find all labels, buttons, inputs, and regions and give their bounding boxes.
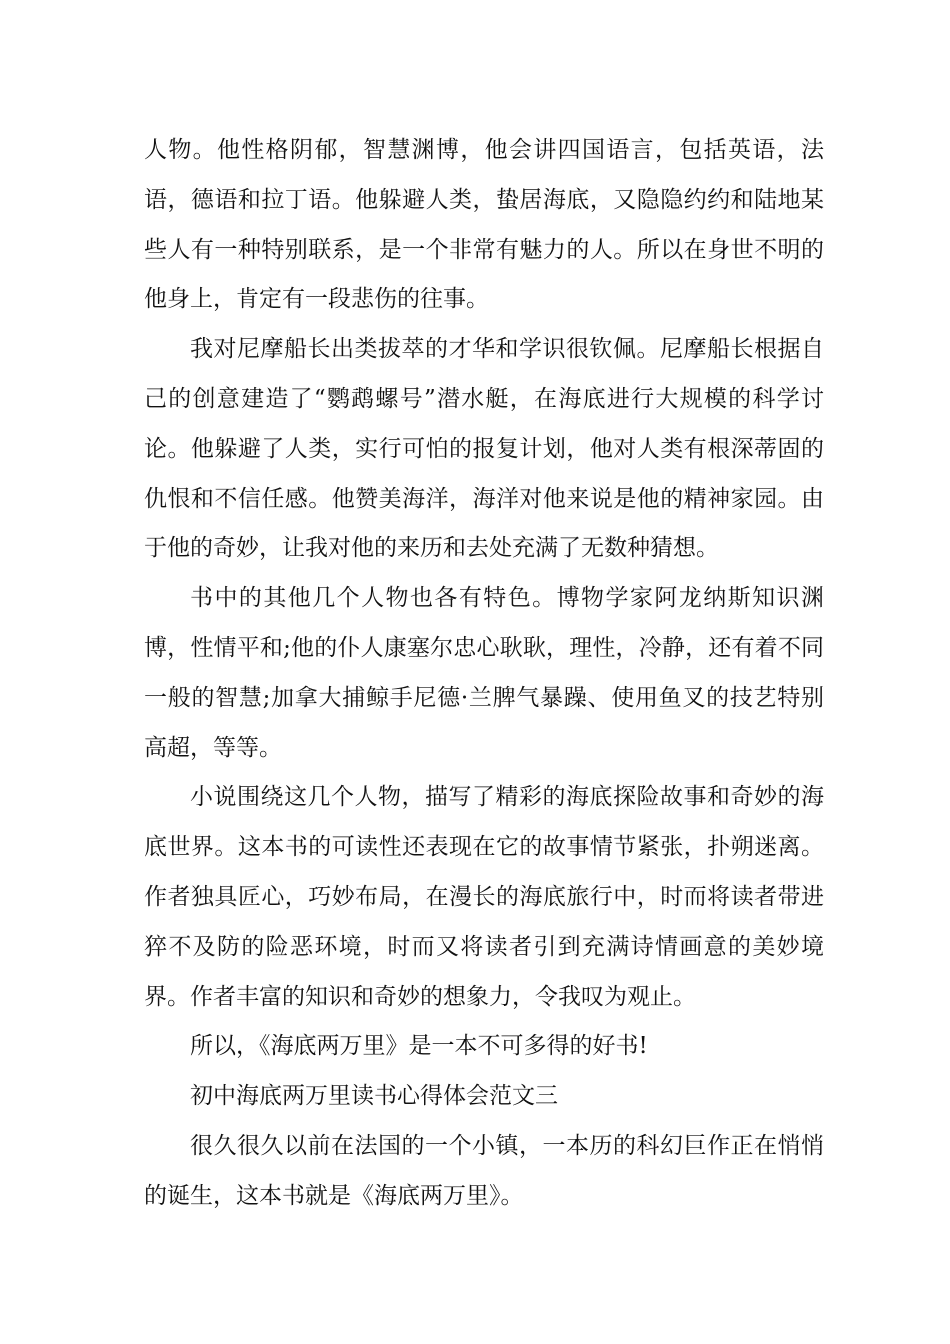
- paragraph-captain-nemo: 我对尼摩船长出类拔萃的才华和学识很钦佩。尼摩船长根据自己的创意建造了“鹦鹉螺号”潜水艇，在海底进行大规模的科学讨论。他躲避了人类，实行可怕的报复计划，他对人类有根深蒂固的仇恨和不信任感。他赞美海洋，海洋对他来说是他的精神家园。由于他的奇妙，让我对他的来历和去处充满了无数种猜想。: [144, 336, 824, 562]
- section-heading: 初中海底两万里读书心得体会范文三: [190, 1083, 558, 1110]
- paragraph-intro-three: 很久很久以前在法国的一个小镇，一本历的科幻巨作正在悄悄的诞生，这本书就是《海底两万里》。: [144, 1132, 824, 1209]
- paragraph-conclusion: 所以，《海底两万里》是一本不可多得的好书!: [190, 1033, 648, 1060]
- paragraph-continuation: 人物。他性格阴郁，智慧渊博，他会讲四国语言，包括英语，法语，德语和拉丁语。他躲避人类，蛰居海底，又隐隐约约和陆地某些人有一种特别联系，是一个非常有魅力的人。所以在身世不明的他身上，肯定有一段悲伤的往事。: [144, 137, 824, 313]
- body-text: [144, 126, 824, 1222]
- paragraph-other-characters: 书中的其他几个人物也各有特色。博物学家阿龙纳斯知识渊博，性情平和;他的仆人康塞尔忠心耿耿，理性，冷静，还有着不同一般的智慧;加拿大捕鲸手尼德·兰脾气暴躁、使用鱼叉的技艺特别高超，等等。: [144, 585, 824, 761]
- paragraph-plot: 小说围绕这几个人物，描写了精彩的海底探险故事和奇妙的海底世界。这本书的可读性还表现在它的故事情节紧张，扑朔迷离。作者独具匠心，巧妙布局，在漫长的海底旅行中，时而将读者带进猝不及防的险恶环境，时而又将读者引到充满诗情画意的美妙境界。作者丰富的知识和奇妙的想象力，令我叹为观止。: [144, 784, 824, 1010]
